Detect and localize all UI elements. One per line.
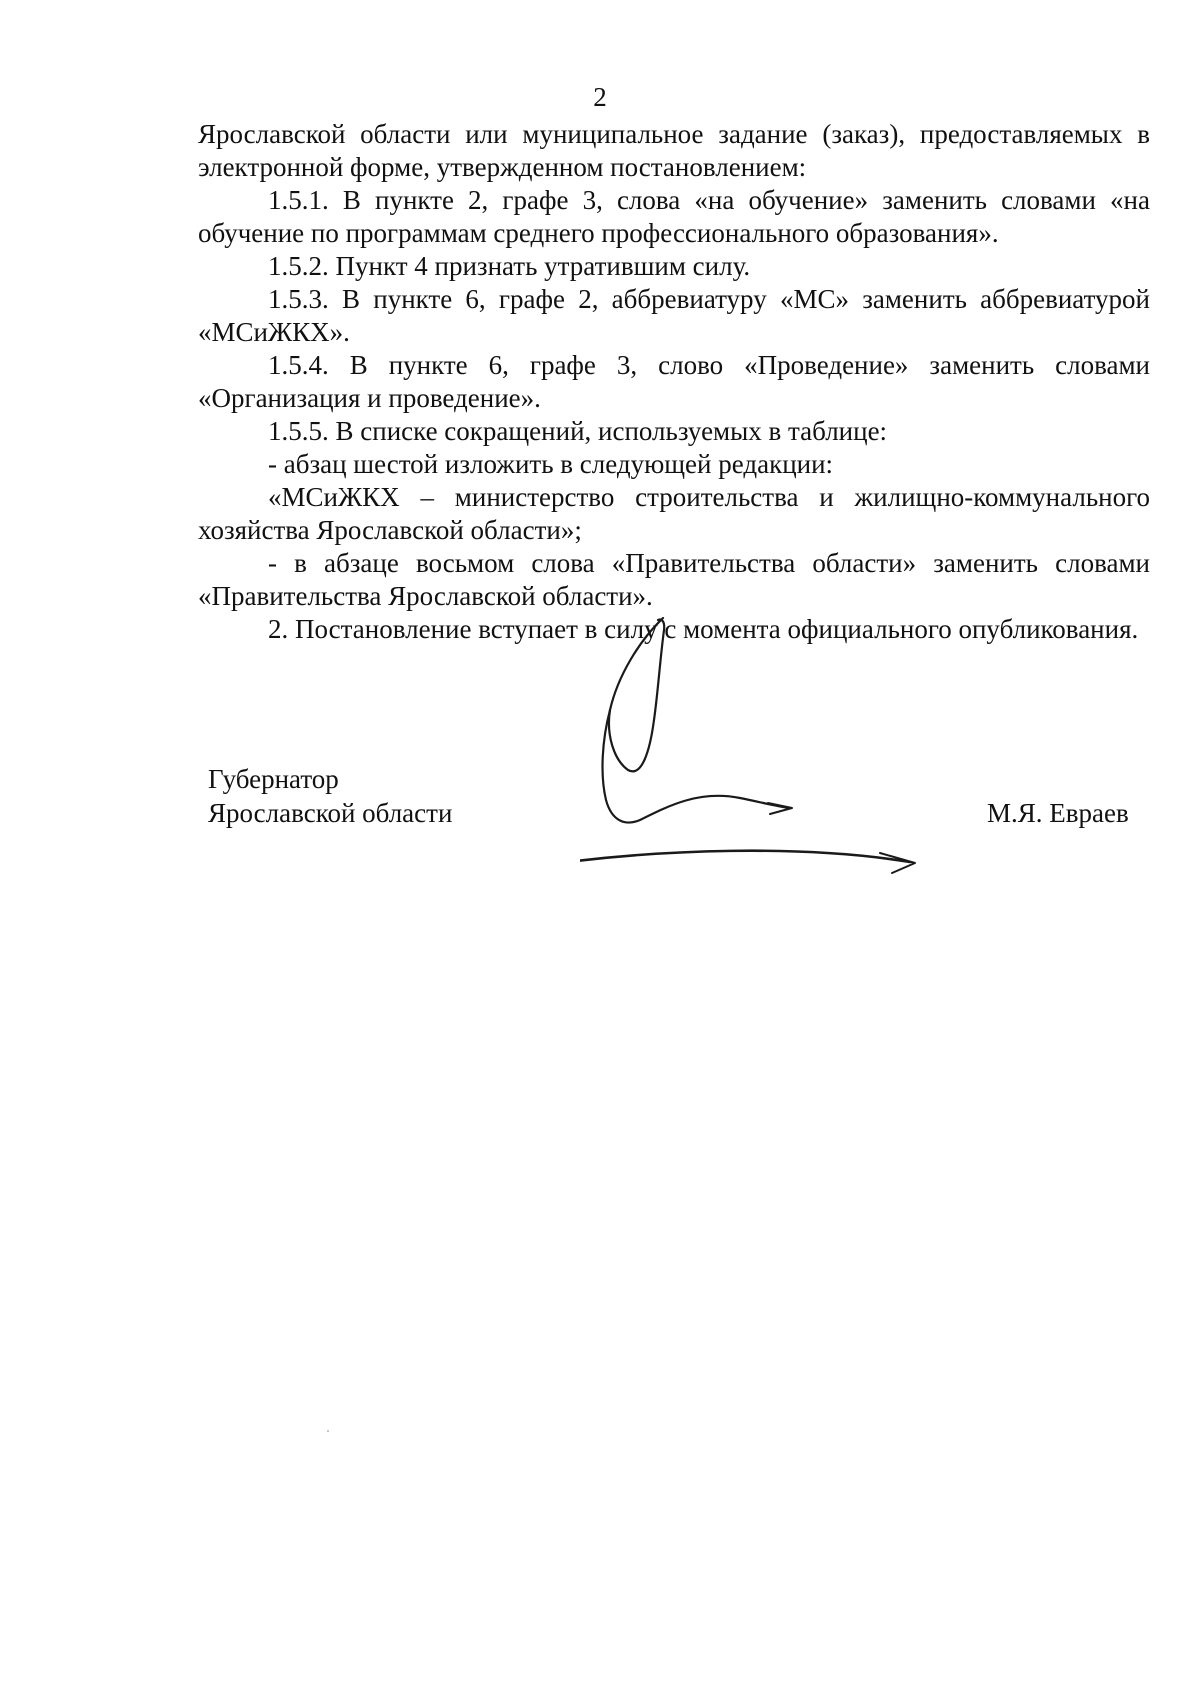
- signature-down-stroke: [603, 710, 790, 823]
- scan-artifact: [327, 1430, 329, 1432]
- paragraph-1-5-1: 1.5.1. В пункте 2, графе 3, слова «на обучение» заменить словами «на обучение по программам среднего профессионального образования».: [198, 185, 1150, 248]
- signatory-position: Губернатор: [208, 764, 339, 794]
- document-body: [198, 118, 1150, 646]
- signature-stroke-tip: [768, 803, 792, 814]
- signatory-region: Ярославской области: [208, 798, 453, 828]
- paragraph-1-5-5: 1.5.5. В списке сокращений, используемых в таблице:: [268, 416, 888, 446]
- signature-underline: [580, 851, 910, 863]
- paragraph-abbreviation-item-8: - в абзаце восьмом слова «Правительства области» заменить словами «Правительства Ярославской области».: [198, 548, 1150, 611]
- paragraph-msizhkh-definition: «МСиЖКХ – министерство строительства и жилищно-коммунального хозяйства Ярославской области»;: [198, 482, 1150, 545]
- page-number: 2: [593, 82, 607, 112]
- paragraph-1-5-2: 1.5.2. Пункт 4 признать утратившим силу.: [268, 251, 751, 281]
- handwritten-signature: [580, 600, 1000, 890]
- paragraph-abbreviation-item-6: - абзац шестой изложить в следующей редакции:: [268, 449, 834, 479]
- signatory-name: М.Я. Евраев: [987, 798, 1129, 828]
- signature-loop-stroke: [609, 618, 664, 771]
- paragraph-continuation: Ярославской области или муниципальное задание (заказ), предоставляемых в электронной форме, утвержденном постановлением:: [198, 119, 1150, 182]
- paragraph-1-5-3: 1.5.3. В пункте 6, графе 2, аббревиатуру «МС» заменить аббревиатурой «МСиЖКХ».: [198, 284, 1150, 347]
- paragraph-1-5-4: 1.5.4. В пункте 6, графе 3, слово «Проведение» заменить словами «Организация и проведение».: [198, 350, 1150, 413]
- signatory-title: [208, 762, 452, 830]
- paragraph-2-entry-into-force: 2. Постановление вступает в силу с момента официального опубликования.: [268, 614, 1139, 644]
